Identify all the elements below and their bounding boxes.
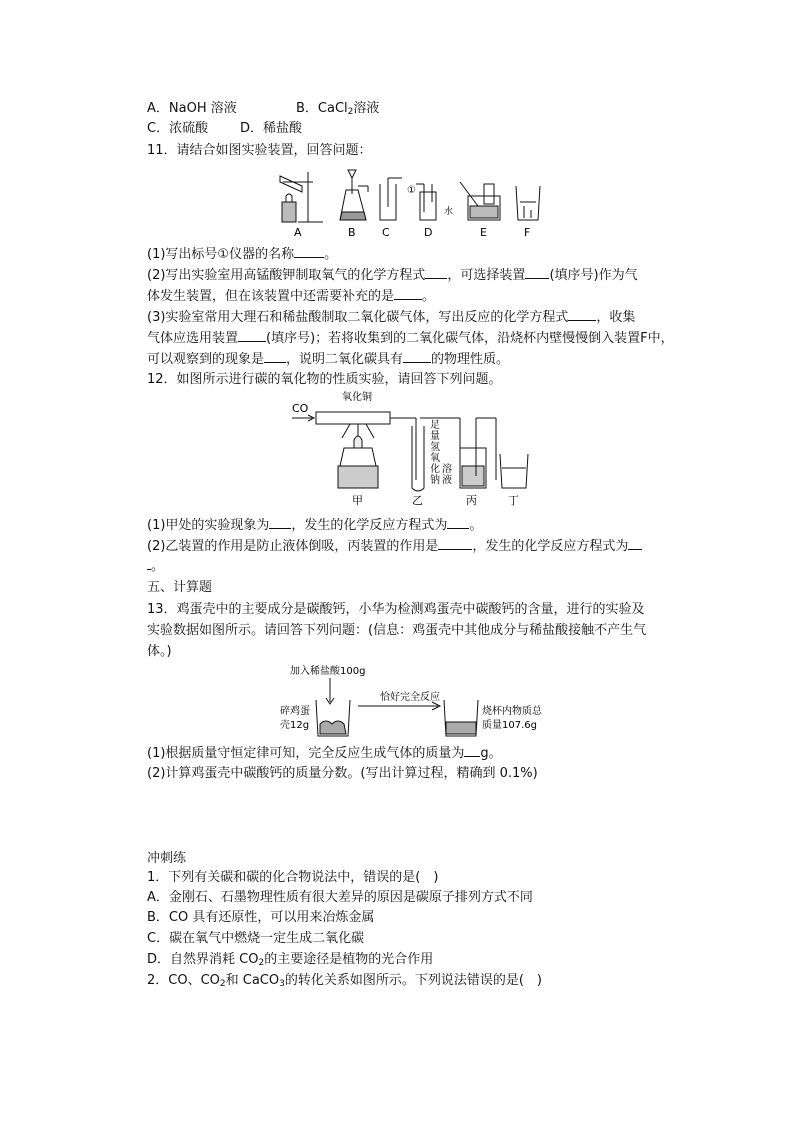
q11-p3-line2: 气体应选用装置 (填序号)；若将收集到的二氧化碳气体，沿烧杯内壁慢慢倒入装置F中，: [147, 331, 674, 346]
naoh-char-0: 足: [430, 420, 440, 431]
label-co: CO: [292, 402, 309, 415]
label-jia: 甲: [352, 494, 363, 507]
q13-line1: 13．鸡蛋壳中的主要成分是碳酸钙，小华为检测鸡蛋壳中碳酸钙的含量，进行的实验及: [147, 602, 645, 617]
label-add-acid: 加入稀盐酸100g: [290, 666, 366, 677]
q12-p2-line2: 。: [147, 557, 164, 575]
q13-line3: 体。): [147, 644, 172, 659]
option-d: D．稀盐酸: [240, 121, 303, 136]
option-c: C．浓硫酸: [147, 121, 209, 136]
label-shell-1: 碎鸡蛋: [280, 706, 310, 717]
naoh-char-2: 氢: [430, 442, 440, 453]
q13-line2: 实验数据如图所示。请回答下列问题：(信息：鸡蛋壳中其他成分与稀盐酸接触不产生气: [147, 623, 647, 638]
label-react: 恰好完全反应: [380, 692, 440, 703]
sprint-title: 冲刺练: [147, 851, 187, 866]
naoh-char-6: 溶: [442, 464, 452, 475]
sprint-q1-d: D．自然界消耗 $CO_2$的主要途径是植物的光合作用: [147, 952, 434, 968]
q13-experiment-figure: [276, 660, 588, 740]
sprint-q1-b: B．CO 具有还原性，可以用来冶炼金属: [147, 910, 375, 925]
label-water: 水: [444, 207, 454, 217]
sprint-q1-c: C．碳在氧气中燃烧一定生成二氧化碳: [147, 931, 365, 946]
q12-p2-line1: (2)乙装置的作用是防止液体倒吸，丙装置的作用是 ，发生的化学反应方程式为: [147, 537, 642, 555]
label-b: B: [348, 226, 356, 239]
q11-apparatus-figure: [268, 162, 558, 242]
label-copper-oxide: 氧化铜: [342, 392, 372, 403]
label-circle-one: ①: [407, 185, 416, 196]
q11-p1: (1)写出标号①仪器的名称 。: [147, 247, 338, 262]
label-mass-1: 烧杯内物质总: [482, 706, 542, 717]
naoh-char-1: 量: [430, 431, 440, 442]
label-yi: 乙: [412, 494, 423, 507]
label-mass-2: 质量107.6g: [482, 720, 537, 731]
label-f: F: [524, 226, 531, 239]
sprint-q1-a: A．金刚石、石墨物理性质有很大差异的原因是碳原子排列方式不同: [147, 890, 533, 905]
q12-stem: 12．如图所示进行碳的氧化物的性质实验，请回答下列问题。: [147, 372, 502, 387]
q11-stem: 11．请结合如图实验装置，回答问题：: [147, 143, 372, 158]
sprint-q2: 2．CO、$CO_2$和 CaCO$_3$的转化关系如图所示。下列说法错误的是( ): [147, 973, 543, 989]
q12-apparatus-figure: [288, 388, 538, 510]
label-c: C: [382, 226, 390, 239]
q11-p2-line1: (2)写出实验室用高锰酸钾制取氧气的化学方程式 ，可选择装置 (填序号)作为气: [147, 268, 638, 283]
naoh-char-5: 钠: [430, 475, 440, 486]
label-bing: 丙: [466, 494, 477, 507]
q13-p1: (1)根据质量守恒定律可知，完全反应生成气体的质量为 g。: [147, 746, 502, 761]
section-5-title: 五、计算题: [147, 580, 213, 595]
q13-p2: (2)计算鸡蛋壳中碳酸钙的质量分数。(写出计算过程，精确到 0.1%): [147, 766, 538, 781]
option-a: A．NaOH 溶液: [147, 101, 237, 116]
sprint-q1: 1．下列有关碳和碳的化合物说法中，错误的是( ): [147, 870, 439, 885]
option-b: B．CaCl$_2$溶液: [296, 101, 380, 117]
q11-p3-line3: 可以观察到的现象是 ，说明二氧化碳具有 的物理性质。: [147, 352, 510, 367]
naoh-char-7: 液: [442, 475, 452, 486]
label-d: D: [424, 226, 433, 239]
q11-p3-line1: (3)实验室常用大理石和稀盐酸制取二氧化碳气体，写出反应的化学方程式 ，收集: [147, 310, 636, 325]
label-a: A: [294, 226, 302, 239]
label-ding: 丁: [508, 494, 519, 507]
q12-p1: (1)甲处的实验现象为 ，发生的化学反应方程式为 。: [147, 518, 483, 533]
label-e: E: [480, 226, 487, 239]
naoh-char-3: 氧: [430, 453, 440, 464]
naoh-char-4: 化: [430, 464, 440, 475]
label-shell-2: 壳12g: [280, 720, 310, 731]
q11-p2-line2: 体发生装置，但在该装置中还需要补充的是 。: [147, 289, 436, 304]
